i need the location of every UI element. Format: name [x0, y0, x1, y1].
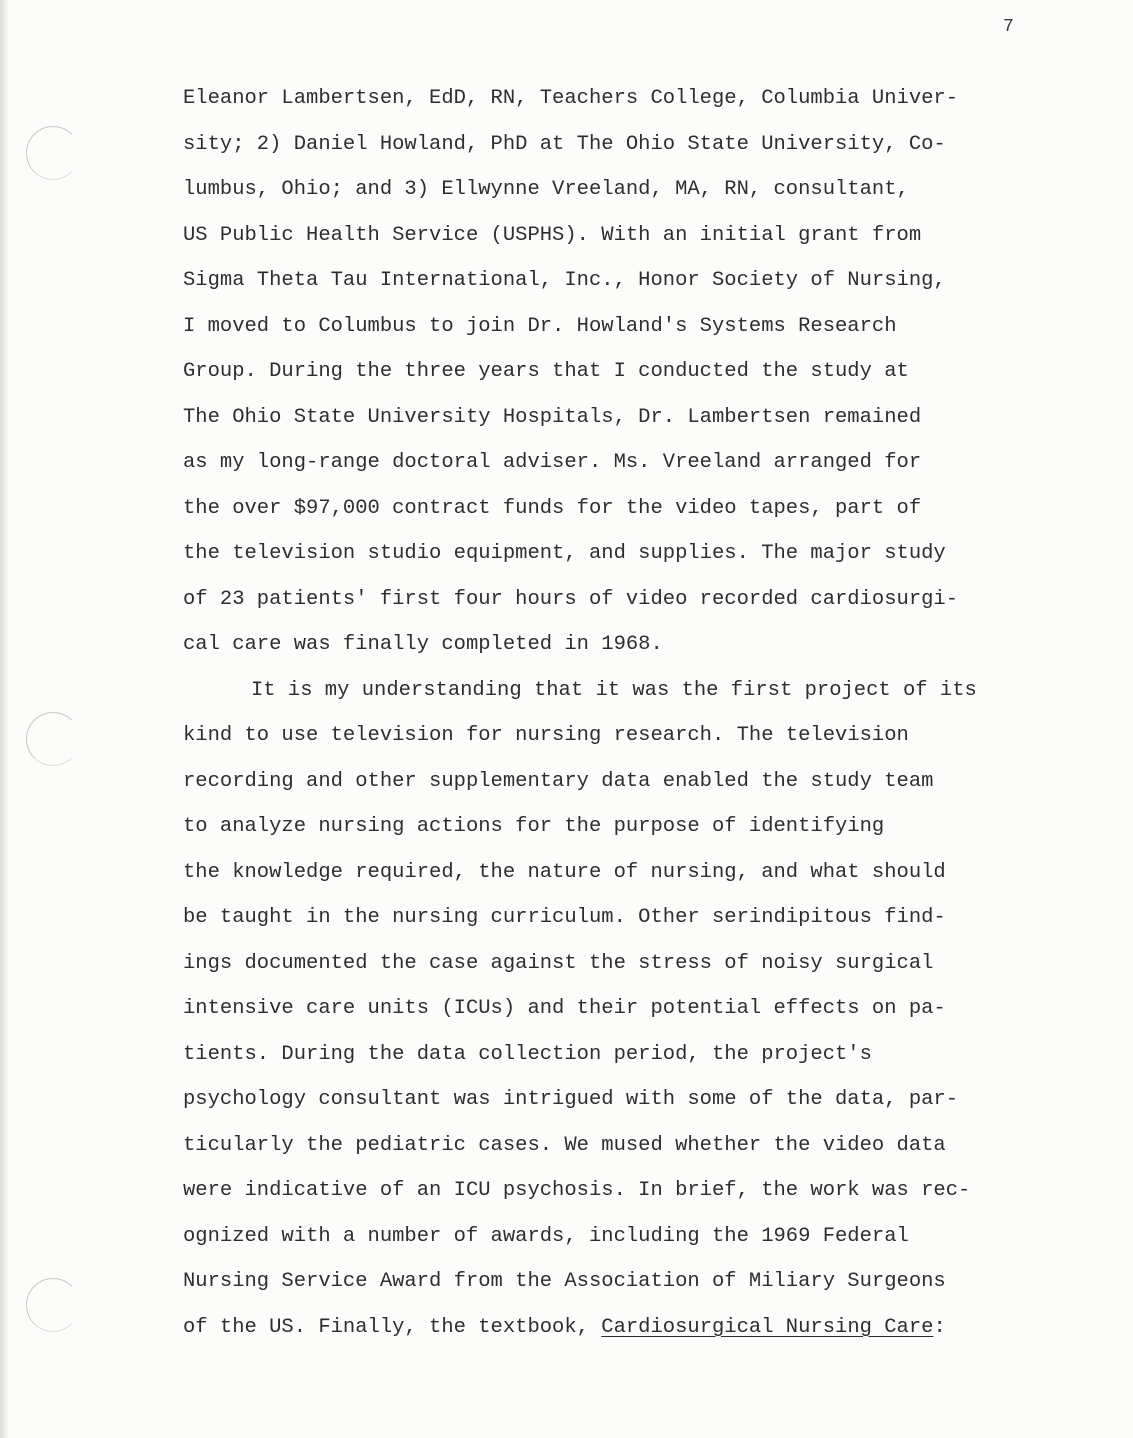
- text-line: Eleanor Lambertsen, EdD, RN, Teachers College, Columbia Univer-: [183, 87, 959, 110]
- text-line: Sigma Theta Tau International, Inc., Honor Society of Nursing,: [183, 269, 946, 292]
- text-line: sity; 2) Daniel Howland, PhD at The Ohio State University, Co-: [183, 132, 946, 156]
- text-line: the over $97,000 contract funds for the video tapes, part of: [183, 496, 922, 520]
- text-line: as my long-range doctoral adviser. Ms. Vreeland arranged for: [183, 451, 922, 474]
- last-line-suffix: :: [933, 1315, 946, 1339]
- punch-hole-middle: [26, 712, 80, 766]
- text-line: Group. During the three years that I conducted the study at: [183, 360, 909, 383]
- body-text: [183, 76, 1083, 1350]
- text-line: cal care was finally completed in 1968.: [183, 633, 663, 656]
- text-line: The Ohio State University Hospitals, Dr. Lambertsen remained: [183, 405, 922, 429]
- text-line: ognized with a number of awards, including the 1969 Federal: [183, 1224, 909, 1248]
- text-line: Nursing Service Award from the Association of Miliary Surgeons: [183, 1270, 946, 1293]
- text-line: tients. During the data collection period, the project's: [183, 1042, 872, 1066]
- text-line: intensive care units (ICUs) and their potential effects on pa-: [183, 997, 946, 1020]
- text-line: of 23 patients' first four hours of video recorded cardiosurgi-: [183, 587, 959, 611]
- text-line: be taught in the nursing curriculum. Other serindipitous find-: [183, 906, 946, 929]
- last-line-prefix: of the US. Finally, the textbook,: [183, 1315, 602, 1339]
- text-line: psychology consultant was intrigued with some of the data, par-: [183, 1088, 959, 1111]
- text-line: ticularly the pediatric cases. We mused whether the video data: [183, 1133, 946, 1157]
- last-text-line: [183, 1305, 1083, 1351]
- text-line: recording and other supplementary data enabled the study team: [183, 769, 934, 793]
- text-line: the knowledge required, the nature of nursing, and what should: [183, 860, 946, 884]
- text-line: kind to use television for nursing research. The television: [183, 724, 909, 747]
- page-number: 7: [1003, 17, 1014, 37]
- text-line: US Public Health Service (USPHS). With an initial grant from: [183, 223, 922, 247]
- page-left-edge: [0, 0, 9, 1438]
- book-title: Cardiosurgical Nursing Care: [601, 1315, 934, 1339]
- paragraph-start-line: It is my understanding that it was the first project of its: [251, 678, 977, 702]
- punch-hole-top: [26, 126, 80, 180]
- text-line: lumbus, Ohio; and 3) Ellwynne Vreeland, MA, RN, consultant,: [183, 178, 909, 201]
- text-line: I moved to Columbus to join Dr. Howland's Systems Research: [183, 314, 897, 338]
- punch-hole-bottom: [26, 1278, 80, 1332]
- text-line: the television studio equipment, and supplies. The major study: [183, 542, 946, 565]
- text-line: were indicative of an ICU psychosis. In brief, the work was rec-: [183, 1179, 971, 1202]
- text-line: ings documented the case against the stress of noisy surgical: [183, 951, 934, 975]
- text-line: to analyze nursing actions for the purpose of identifying: [183, 815, 885, 838]
